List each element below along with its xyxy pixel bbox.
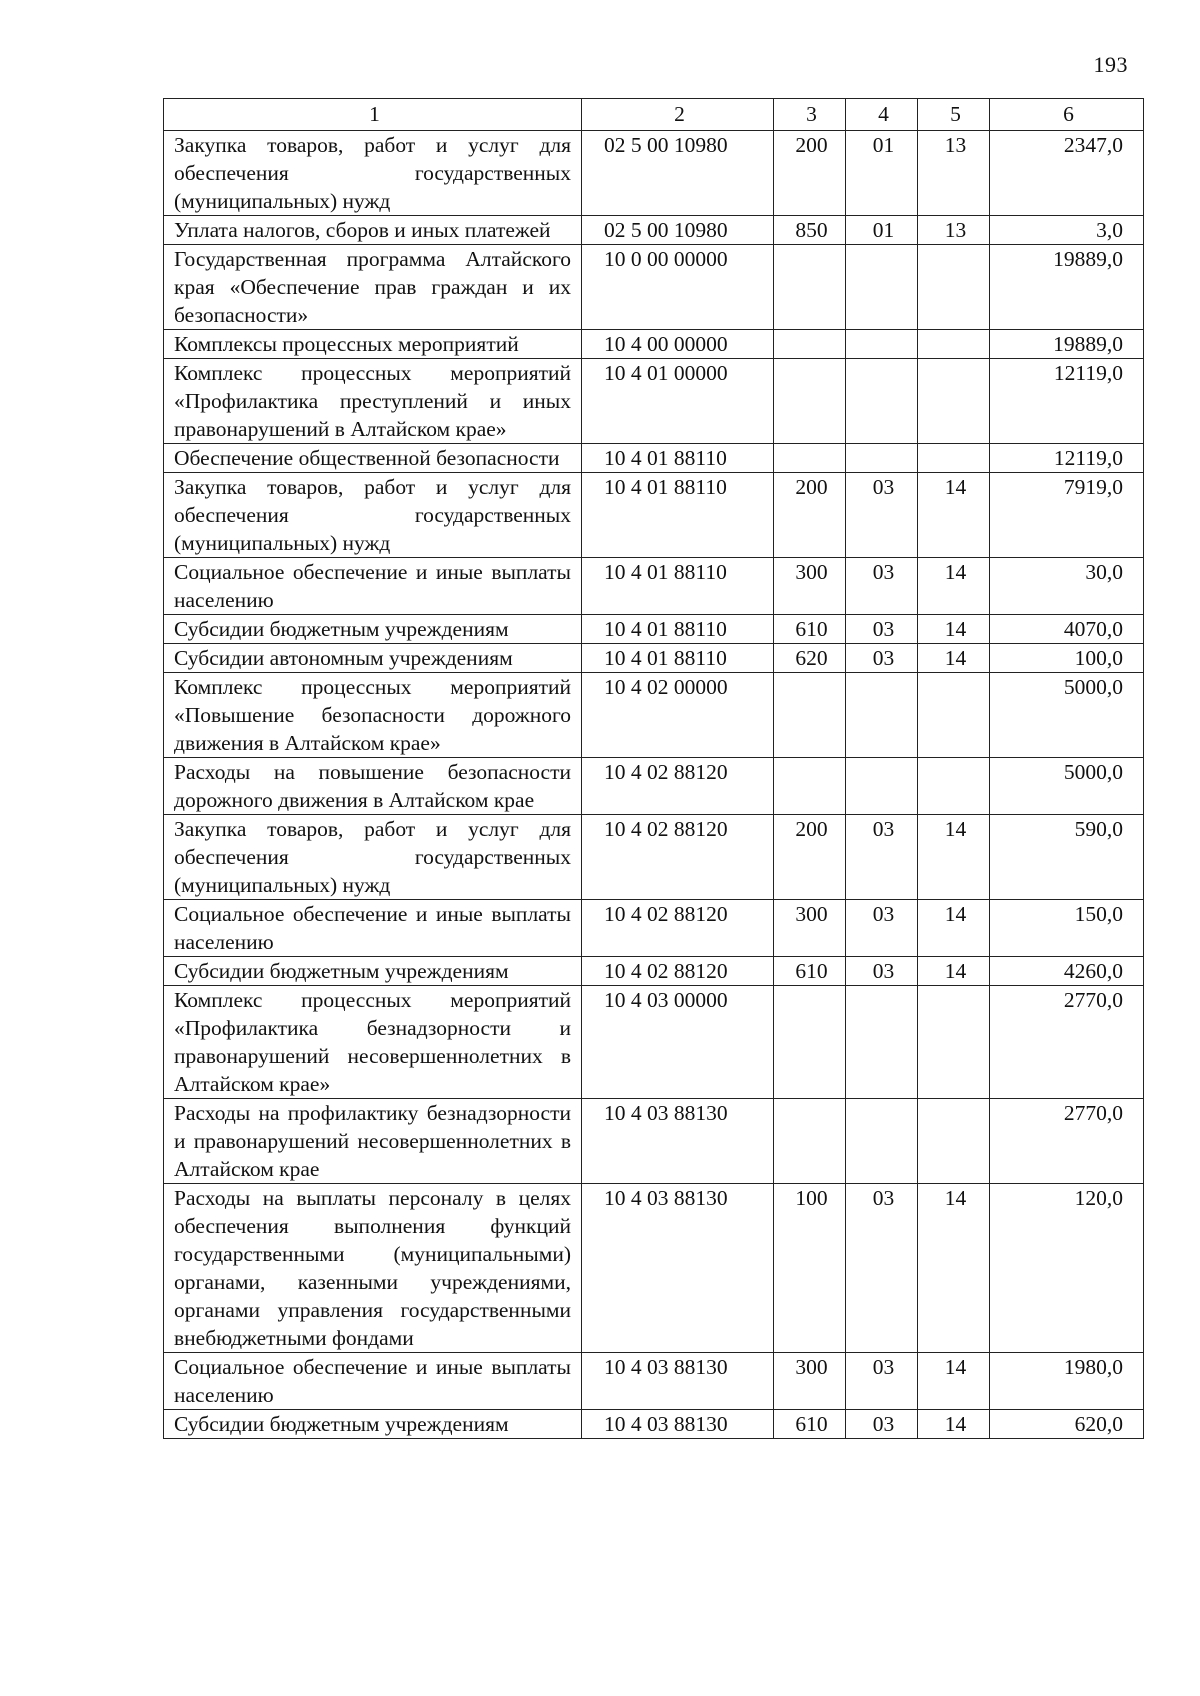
row-code-cell: 10 4 01 88110 (582, 644, 774, 673)
row-name-cell: Социальное обеспечение и иные выплаты населению (164, 558, 582, 615)
row-subsection-cell: 14 (918, 815, 990, 900)
row-expense-type-cell: 200 (774, 131, 846, 216)
table-row (164, 473, 1144, 558)
row-name-cell: Комплекс процессных мероприятий «Профилактика преступлений и иных правонарушений в Алтайском крае» (164, 359, 582, 444)
row-amount-cell: 3,0 (990, 216, 1144, 245)
row-amount-cell: 19889,0 (990, 330, 1144, 359)
row-section-cell: 03 (846, 1410, 918, 1439)
row-expense-type-cell (774, 1099, 846, 1184)
row-section-cell: 03 (846, 473, 918, 558)
row-name-cell: Расходы на выплаты персоналу в целях обеспечения выполнения функций государственными (муниципальными) органами, казенными учреждениями, органами управления государственными внебюджетными фондами (164, 1184, 582, 1353)
row-expense-type-cell (774, 986, 846, 1099)
table-row (164, 986, 1144, 1099)
row-expense-type-cell: 850 (774, 216, 846, 245)
row-subsection-cell: 14 (918, 644, 990, 673)
row-section-cell (846, 758, 918, 815)
table-row (164, 615, 1144, 644)
table-row (164, 644, 1144, 673)
row-expense-type-cell (774, 444, 846, 473)
row-subsection-cell (918, 673, 990, 758)
row-code-cell: 10 4 02 88120 (582, 758, 774, 815)
row-name-cell: Обеспечение общественной безопасности (164, 444, 582, 473)
row-expense-type-cell: 100 (774, 1184, 846, 1353)
row-code-cell: 10 4 03 88130 (582, 1410, 774, 1439)
row-amount-cell: 150,0 (990, 900, 1144, 957)
row-code-cell: 10 4 02 00000 (582, 673, 774, 758)
row-code-cell: 10 4 02 88120 (582, 900, 774, 957)
row-subsection-cell (918, 444, 990, 473)
row-amount-cell: 7919,0 (990, 473, 1144, 558)
table-header (164, 99, 1144, 131)
row-name-cell: Социальное обеспечение и иные выплаты населению (164, 900, 582, 957)
row-subsection-cell: 14 (918, 558, 990, 615)
row-expense-type-cell: 200 (774, 815, 846, 900)
row-name-cell: Субсидии бюджетным учреждениям (164, 615, 582, 644)
header-row (164, 99, 1144, 131)
row-expense-type-cell: 300 (774, 1353, 846, 1410)
table-row (164, 815, 1144, 900)
table-row (164, 216, 1144, 245)
row-section-cell: 03 (846, 815, 918, 900)
row-name-cell: Расходы на профилактику безнадзорности и правонарушений несовершеннолетних в Алтайском крае (164, 1099, 582, 1184)
row-section-cell: 03 (846, 615, 918, 644)
table-row (164, 673, 1144, 758)
table-body (164, 131, 1144, 1439)
row-code-cell: 10 4 03 88130 (582, 1353, 774, 1410)
table-row (164, 359, 1144, 444)
page-number: 193 (1093, 52, 1128, 77)
budget-table (163, 98, 1144, 1439)
row-subsection-cell: 14 (918, 1353, 990, 1410)
row-subsection-cell (918, 758, 990, 815)
row-section-cell (846, 986, 918, 1099)
table-row (164, 1410, 1144, 1439)
row-code-cell: 10 4 01 00000 (582, 359, 774, 444)
row-subsection-cell: 14 (918, 1184, 990, 1353)
row-expense-type-cell (774, 758, 846, 815)
row-amount-cell: 12119,0 (990, 444, 1144, 473)
row-code-cell: 10 0 00 00000 (582, 245, 774, 330)
row-section-cell (846, 673, 918, 758)
row-expense-type-cell (774, 245, 846, 330)
table-row (164, 900, 1144, 957)
table-row (164, 245, 1144, 330)
row-name-cell: Комплекс процессных мероприятий «Повышение безопасности дорожного движения в Алтайском крае» (164, 673, 582, 758)
row-code-cell: 10 4 03 88130 (582, 1184, 774, 1353)
row-name-cell: Субсидии автономным учреждениям (164, 644, 582, 673)
table-row (164, 558, 1144, 615)
row-subsection-cell: 13 (918, 216, 990, 245)
row-subsection-cell (918, 986, 990, 1099)
row-section-cell: 03 (846, 1353, 918, 1410)
row-code-cell: 10 4 00 00000 (582, 330, 774, 359)
row-amount-cell: 5000,0 (990, 673, 1144, 758)
row-subsection-cell: 14 (918, 473, 990, 558)
column-header-1: 1 (164, 99, 582, 131)
row-section-cell: 01 (846, 216, 918, 245)
row-name-cell: Государственная программа Алтайского края «Обеспечение прав граждан и их безопасности» (164, 245, 582, 330)
row-code-cell: 10 4 02 88120 (582, 815, 774, 900)
row-expense-type-cell: 610 (774, 615, 846, 644)
column-header-5: 5 (918, 99, 990, 131)
row-amount-cell: 1980,0 (990, 1353, 1144, 1410)
row-subsection-cell (918, 245, 990, 330)
row-section-cell: 03 (846, 558, 918, 615)
row-name-cell: Закупка товаров, работ и услуг для обеспечения государственных (муниципальных) нужд (164, 131, 582, 216)
row-name-cell: Комплекс процессных мероприятий «Профилактика безнадзорности и правонарушений несовершеннолетних в Алтайском крае» (164, 986, 582, 1099)
row-amount-cell: 2770,0 (990, 1099, 1144, 1184)
column-header-6: 6 (990, 99, 1144, 131)
column-header-2: 2 (582, 99, 774, 131)
table-row (164, 444, 1144, 473)
row-section-cell: 01 (846, 131, 918, 216)
row-subsection-cell (918, 330, 990, 359)
row-amount-cell: 30,0 (990, 558, 1144, 615)
row-expense-type-cell (774, 330, 846, 359)
row-subsection-cell: 14 (918, 900, 990, 957)
row-amount-cell: 12119,0 (990, 359, 1144, 444)
row-name-cell: Комплексы процессных мероприятий (164, 330, 582, 359)
row-section-cell: 03 (846, 1184, 918, 1353)
row-amount-cell: 620,0 (990, 1410, 1144, 1439)
row-section-cell (846, 330, 918, 359)
row-subsection-cell (918, 1099, 990, 1184)
row-amount-cell: 2347,0 (990, 131, 1144, 216)
row-section-cell (846, 444, 918, 473)
table-row (164, 1353, 1144, 1410)
row-amount-cell: 590,0 (990, 815, 1144, 900)
column-header-3: 3 (774, 99, 846, 131)
row-amount-cell: 2770,0 (990, 986, 1144, 1099)
row-code-cell: 02 5 00 10980 (582, 131, 774, 216)
row-expense-type-cell: 200 (774, 473, 846, 558)
row-code-cell: 10 4 03 00000 (582, 986, 774, 1099)
table-row (164, 758, 1144, 815)
row-name-cell: Закупка товаров, работ и услуг для обеспечения государственных (муниципальных) нужд (164, 815, 582, 900)
row-code-cell: 10 4 01 88110 (582, 444, 774, 473)
row-code-cell: 02 5 00 10980 (582, 216, 774, 245)
column-header-4: 4 (846, 99, 918, 131)
row-expense-type-cell: 620 (774, 644, 846, 673)
table-row (164, 957, 1144, 986)
row-name-cell: Социальное обеспечение и иные выплаты населению (164, 1353, 582, 1410)
row-code-cell: 10 4 01 88110 (582, 615, 774, 644)
row-amount-cell: 4260,0 (990, 957, 1144, 986)
row-code-cell: 10 4 03 88130 (582, 1099, 774, 1184)
row-section-cell (846, 359, 918, 444)
row-section-cell (846, 1099, 918, 1184)
table-row (164, 131, 1144, 216)
row-expense-type-cell: 300 (774, 900, 846, 957)
row-subsection-cell: 13 (918, 131, 990, 216)
row-name-cell: Субсидии бюджетным учреждениям (164, 957, 582, 986)
row-code-cell: 10 4 01 88110 (582, 473, 774, 558)
table-row (164, 1184, 1144, 1353)
row-section-cell: 03 (846, 644, 918, 673)
row-code-cell: 10 4 01 88110 (582, 558, 774, 615)
row-subsection-cell (918, 359, 990, 444)
row-amount-cell: 19889,0 (990, 245, 1144, 330)
row-expense-type-cell (774, 673, 846, 758)
row-amount-cell: 4070,0 (990, 615, 1144, 644)
row-name-cell: Субсидии бюджетным учреждениям (164, 1410, 582, 1439)
row-expense-type-cell (774, 359, 846, 444)
row-name-cell: Закупка товаров, работ и услуг для обеспечения государственных (муниципальных) нужд (164, 473, 582, 558)
row-expense-type-cell: 610 (774, 957, 846, 986)
row-section-cell: 03 (846, 957, 918, 986)
row-expense-type-cell: 610 (774, 1410, 846, 1439)
row-name-cell: Уплата налогов, сборов и иных платежей (164, 216, 582, 245)
row-section-cell (846, 245, 918, 330)
table-row (164, 1099, 1144, 1184)
row-section-cell: 03 (846, 900, 918, 957)
row-subsection-cell: 14 (918, 957, 990, 986)
row-amount-cell: 5000,0 (990, 758, 1144, 815)
table-row (164, 330, 1144, 359)
row-expense-type-cell: 300 (774, 558, 846, 615)
row-name-cell: Расходы на повышение безопасности дорожного движения в Алтайском крае (164, 758, 582, 815)
row-amount-cell: 100,0 (990, 644, 1144, 673)
row-amount-cell: 120,0 (990, 1184, 1144, 1353)
row-subsection-cell: 14 (918, 615, 990, 644)
row-code-cell: 10 4 02 88120 (582, 957, 774, 986)
row-subsection-cell: 14 (918, 1410, 990, 1439)
